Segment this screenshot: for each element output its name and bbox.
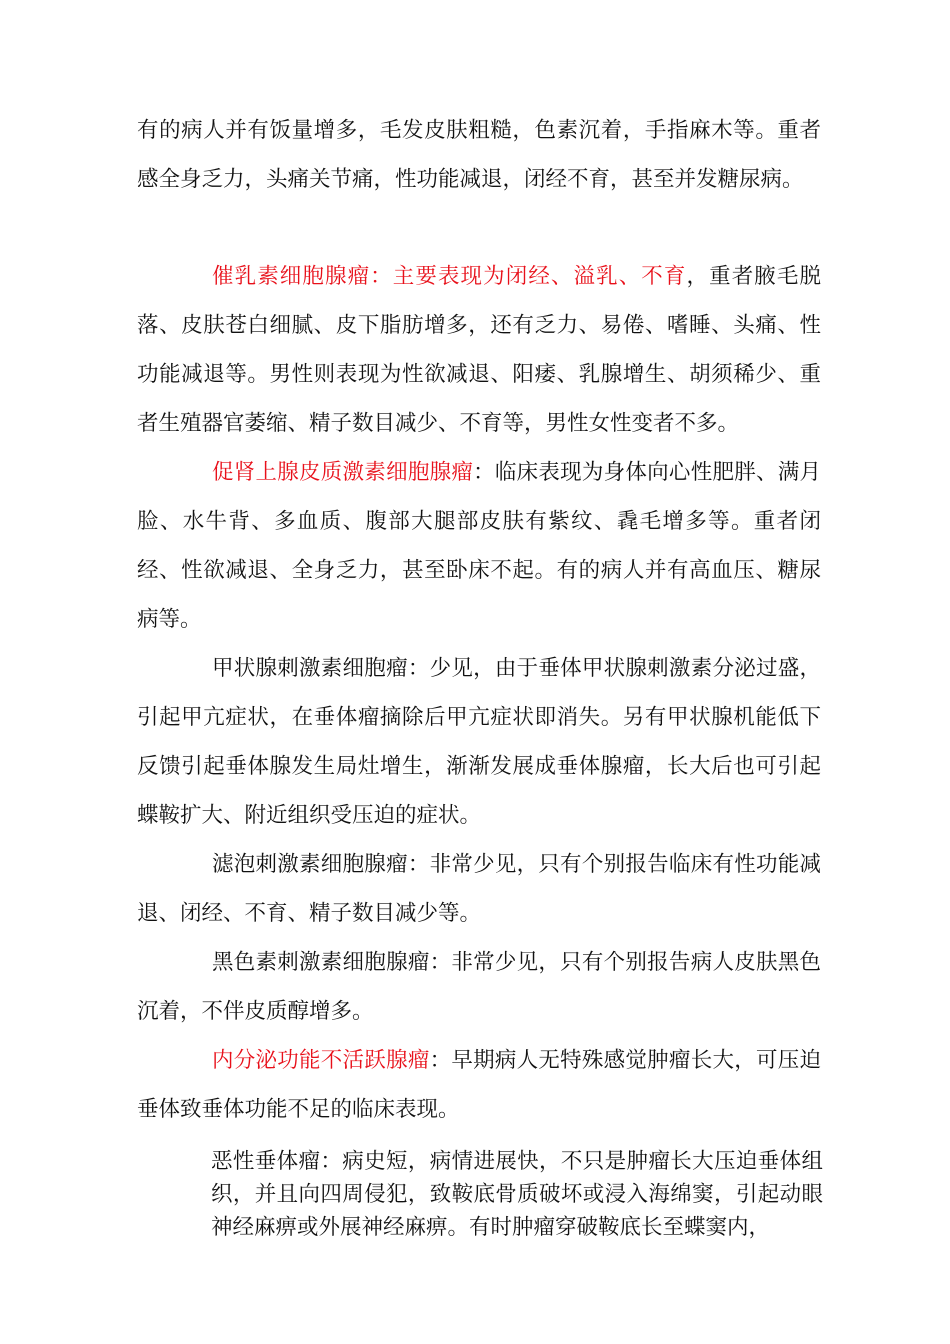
paragraph-msh-adenoma	[137, 938, 821, 1036]
paragraph-body: 滤泡刺激素细胞腺瘤：非常少见，只有个别报告临床有性功能减退、闭经、不育、精子数目减少等。	[137, 852, 821, 926]
highlighted-heading: 催乳素细胞腺瘤：主要表现为闭经、溢乳、不育	[212, 264, 687, 289]
paragraph-body: 甲状腺刺激素细胞瘤：少见，由于垂体甲状腺刺激素分泌过盛，引起甲亢症状，在垂体瘤摘除后甲亢症状即消失。另有甲状腺机能低下反馈引起垂体腺发生局灶增生，渐渐发展成垂体腺瘤，长大后也可引起蝶鞍扩大、附近组织受压迫的症状。	[137, 656, 821, 828]
paragraph-prolactinoma	[137, 252, 821, 448]
paragraph-body: ，重者腋毛脱落、皮肤苍白细腻、皮下脂肪增多，还有乏力、易倦、嗜睡、头痛、性功能减退等。男性则表现为性欲减退、阳痿、乳腺增生、胡须稀少、重者生殖器官萎缩、精子数目减少、不育等，男性女性变者不多。	[137, 264, 821, 436]
highlighted-heading: 促肾上腺皮质激素细胞腺瘤	[212, 460, 474, 485]
paragraph-tsh-adenoma	[137, 644, 821, 840]
paragraph-malignant-pituitary-tumor	[211, 1145, 823, 1244]
highlighted-heading: 内分泌功能不活跃腺瘤	[212, 1048, 430, 1073]
paragraph-body: ：早期病人无特殊感觉肿瘤长大，可压迫垂体致垂体功能不足的临床表现。	[137, 1048, 821, 1122]
paragraph-nonfunctioning-adenoma	[137, 1036, 821, 1134]
paragraph-acromegaly-symptoms	[137, 106, 821, 204]
paragraph-body: 恶性垂体瘤：病史短，病情进展快，不只是肿瘤长大压迫垂体组织，并且向四周侵犯，致鞍底骨质破坏或浸入海绵窦，引起动眼神经麻痹或外展神经麻痹。有时肿瘤穿破鞍底长至蝶窦内，	[211, 1149, 823, 1240]
paragraph-fsh-adenoma	[137, 840, 821, 938]
paragraph-body: 黑色素刺激素细胞腺瘤：非常少见，只有个别报告病人皮肤黑色沉着，不伴皮质醇增多。	[137, 950, 821, 1024]
paragraph-body: 有的病人并有饭量增多，毛发皮肤粗糙，色素沉着，手指麻木等。重者感全身乏力，头痛关节痛，性功能减退，闭经不育，甚至并发糖尿病。	[137, 118, 821, 192]
paragraph-acth-adenoma	[137, 448, 821, 644]
paragraph-body: ：临床表现为身体向心性肥胖、满月脸、水牛背、多血质、腹部大腿部皮肤有紫纹、毳毛增多等。重者闭经、性欲减退、全身乏力，甚至卧床不起。有的病人并有高血压、糖尿病等。	[137, 460, 821, 632]
